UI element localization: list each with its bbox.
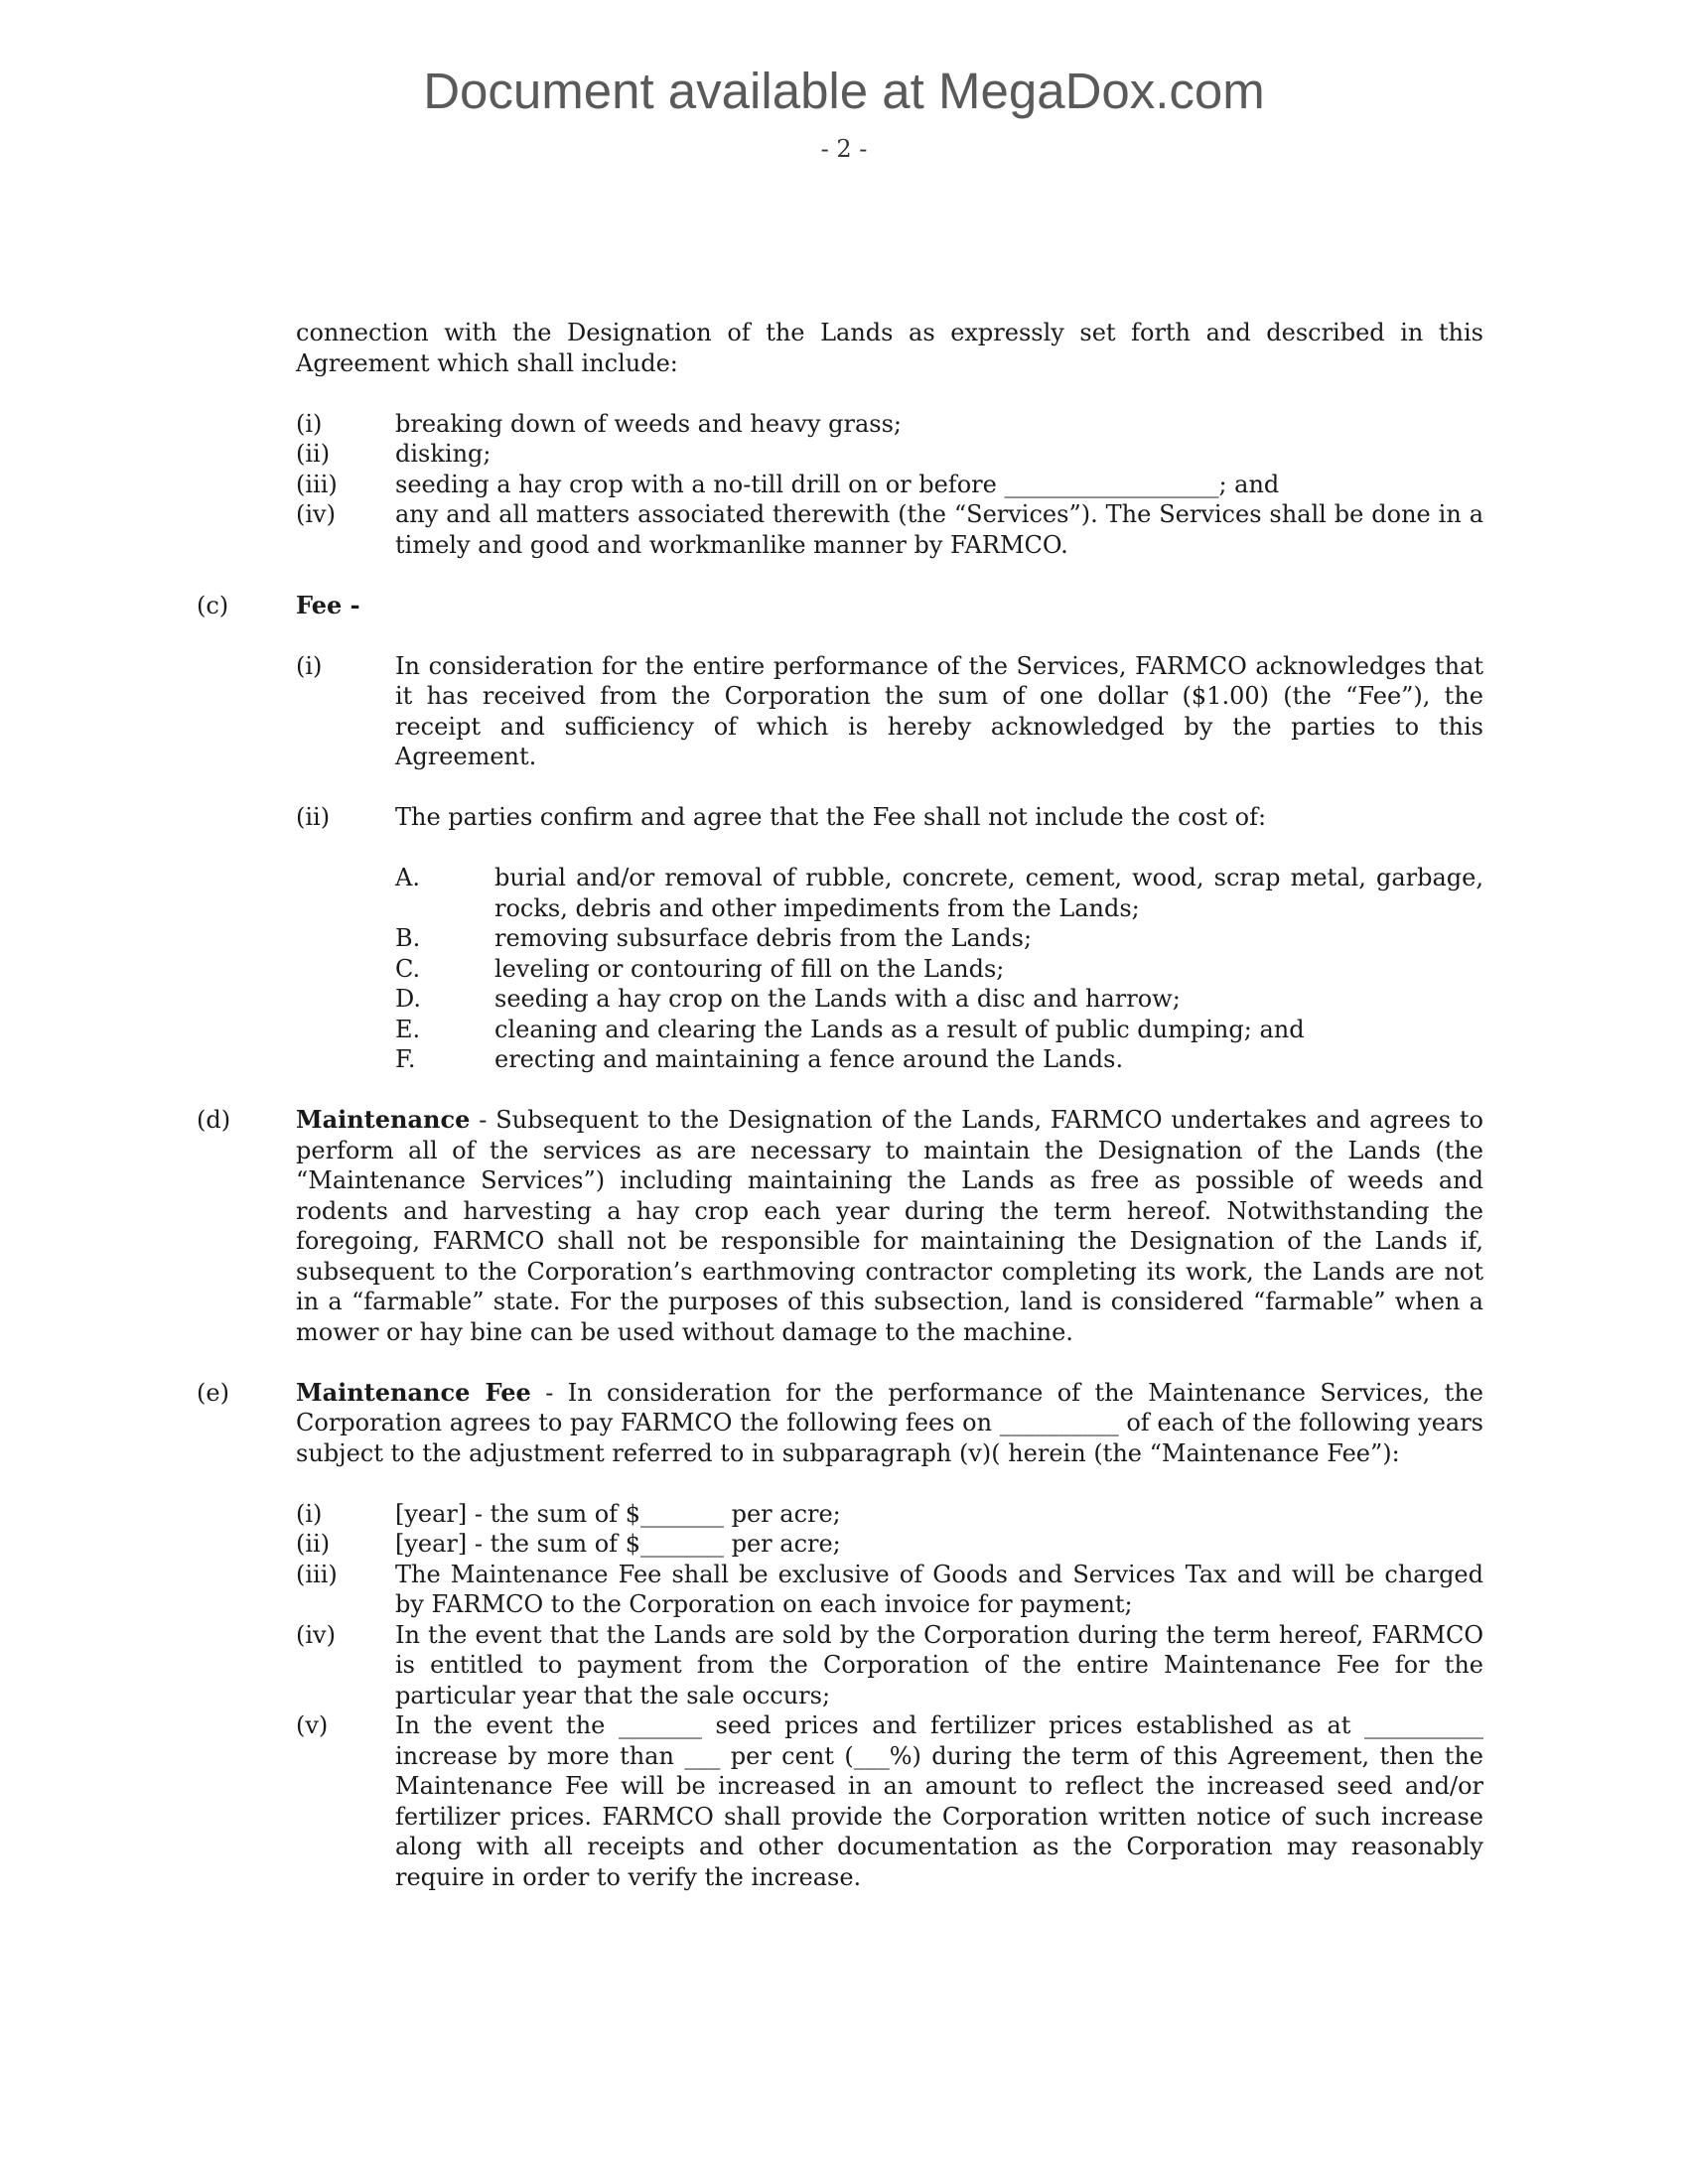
document-body	[197, 318, 1483, 1892]
list-item-label: D.	[395, 985, 422, 1013]
list-item-text: erecting and maintaining a fence around the Lands.	[494, 1045, 1124, 1073]
list-item-text: leveling or contouring of fill on the Lands;	[494, 954, 1005, 983]
list-item-text: In the event that the Lands are sold by the Corporation during the term hereof, FARMCO is entitled to payment from the Corporation of the entire Maintenance Fee for the particular year that the sale occurs;	[395, 1620, 1483, 1709]
list-item	[296, 499, 1483, 560]
list-item-text: The parties confirm and agree that the Fee shall not include the cost of:	[395, 803, 1267, 831]
section-c-heading	[197, 591, 1483, 621]
page-number: - 2 -	[820, 135, 868, 163]
list-item	[296, 1499, 1483, 1530]
list-item-label: E.	[395, 1015, 421, 1043]
list-item	[395, 954, 1483, 985]
list-item	[296, 439, 1483, 470]
list-item	[296, 470, 1483, 500]
list-item-text: seeding a hay crop on the Lands with a disc and harrow;	[494, 985, 1181, 1013]
services-list	[296, 409, 1483, 561]
list-item-text: breaking down of weeds and heavy grass;	[395, 409, 903, 438]
section-label: (e)	[197, 1378, 229, 1407]
section-label: (c)	[197, 591, 229, 619]
section-text: - In consideration for the performance of the Maintenance Services, the Corporation agrees to pay FARMCO the following fees on __________ of each of the following years subject to the adjustment referred to in subparagraph (v)( herein (the “Maintenance Fee”):	[296, 1378, 1483, 1467]
list-item-label: C.	[395, 954, 421, 983]
list-item-label: (i)	[296, 651, 323, 680]
section-d	[197, 1105, 1483, 1347]
list-item	[395, 1044, 1483, 1075]
list-item-text: any and all matters associated therewith (the “Services”). The Services shall be done in a timely and good and workmanlike manner by FARMCO.	[395, 500, 1483, 559]
fee-item-i	[296, 651, 1483, 772]
list-item	[296, 1529, 1483, 1560]
list-item-label: (iv)	[296, 1620, 336, 1649]
list-item-label: F.	[395, 1045, 416, 1073]
fee-item-ii	[296, 802, 1483, 833]
section-text: - Subsequent to the Designation of the Lands, FARMCO undertakes and agrees to perform all of the services as are necessary to maintain the Designation of the Lands (the “Maintenance Services”) including maintaining the Lands as free as possible of weeds and rodents and harvesting a hay crop each year during the term hereof. Notwithstanding the foregoing, FARMCO shall not be responsible for maintaining the Designation of the Lands if, subsequent to the Corporation’s earthmoving contractor completing its work, the Lands are not in a “farmable” state. For the purposes of this subsection, land is considered “farmable” when a mower or hay bine can be used without damage to the machine.	[296, 1106, 1483, 1346]
list-item-text: [year] - the sum of $_______ per acre;	[395, 1530, 841, 1558]
list-item-label: (i)	[296, 1499, 323, 1528]
list-item-text: seeding a hay crop with a no-till drill on or before __________________; and	[395, 470, 1280, 498]
intro-paragraph: connection with the Designation of the Lands as expressly set forth and described in this Agreement which shall include:	[296, 319, 1483, 377]
watermark-title: Document available at MegaDox.com	[423, 63, 1265, 119]
list-item-text: In consideration for the entire performance of the Services, FARMCO acknowledges that it has received from the Corporation the sum of one dollar ($1.00) (the “Fee”), the receipt and sufficiency of which is hereby acknowledged by the parties to this Agreement.	[395, 651, 1483, 770]
list-item-label: (iii)	[296, 1560, 338, 1588]
list-item-text: disking;	[395, 440, 492, 468]
list-item-text: burial and/or removal of rubble, concrete, cement, wood, scrap metal, garbage, rocks, debris and other impediments from the Lands;	[494, 864, 1483, 922]
list-item-label: (iv)	[296, 500, 336, 528]
list-item-text: [year] - the sum of $_______ per acre;	[395, 1499, 841, 1528]
list-item-label: (ii)	[296, 1530, 331, 1558]
list-item	[395, 923, 1483, 954]
list-item-text: removing subsurface debris from the Lands;	[494, 924, 1033, 952]
list-item	[296, 409, 1483, 440]
list-item	[395, 1015, 1483, 1045]
list-item-text: The Maintenance Fee shall be exclusive of Goods and Services Tax and will be charged by FARMCO to the Corporation on each invoice for payment;	[395, 1560, 1483, 1618]
list-item-text: In the event the _______ seed prices and fertilizer prices established as at __________ increase by more than ___ per cent (___%) during the term of this Agreement, then the Maintenance Fee will be increased in an amount to reflect the increased seed and/or fertilizer prices. FARMCO shall provide the Corporation written notice of such increase along with all receipts and other documentation as the Corporation may reasonably require in order to verify the increase.	[395, 1711, 1483, 1891]
section-label: (d)	[197, 1106, 231, 1134]
list-item	[395, 984, 1483, 1015]
list-item-label: A.	[395, 864, 420, 891]
list-item-label: (ii)	[296, 803, 331, 831]
section-heading: Maintenance	[296, 1105, 471, 1134]
list-item	[296, 1710, 1483, 1892]
list-item	[296, 1560, 1483, 1620]
list-item-label: (iii)	[296, 470, 338, 498]
section-heading: Maintenance Fee	[296, 1377, 531, 1407]
section-e	[197, 1378, 1483, 1469]
list-item	[296, 1620, 1483, 1711]
list-item-label: B.	[395, 924, 421, 952]
list-item-text: cleaning and clearing the Lands as a result of public dumping; and	[494, 1015, 1305, 1043]
exclusions-list	[296, 863, 1483, 1075]
list-item-label: (i)	[296, 409, 323, 438]
list-item-label: (v)	[296, 1711, 329, 1739]
list-item-label: (ii)	[296, 440, 331, 468]
list-item	[395, 863, 1483, 923]
section-heading: Fee -	[296, 590, 360, 619]
maintenance-fee-list	[296, 1499, 1483, 1893]
